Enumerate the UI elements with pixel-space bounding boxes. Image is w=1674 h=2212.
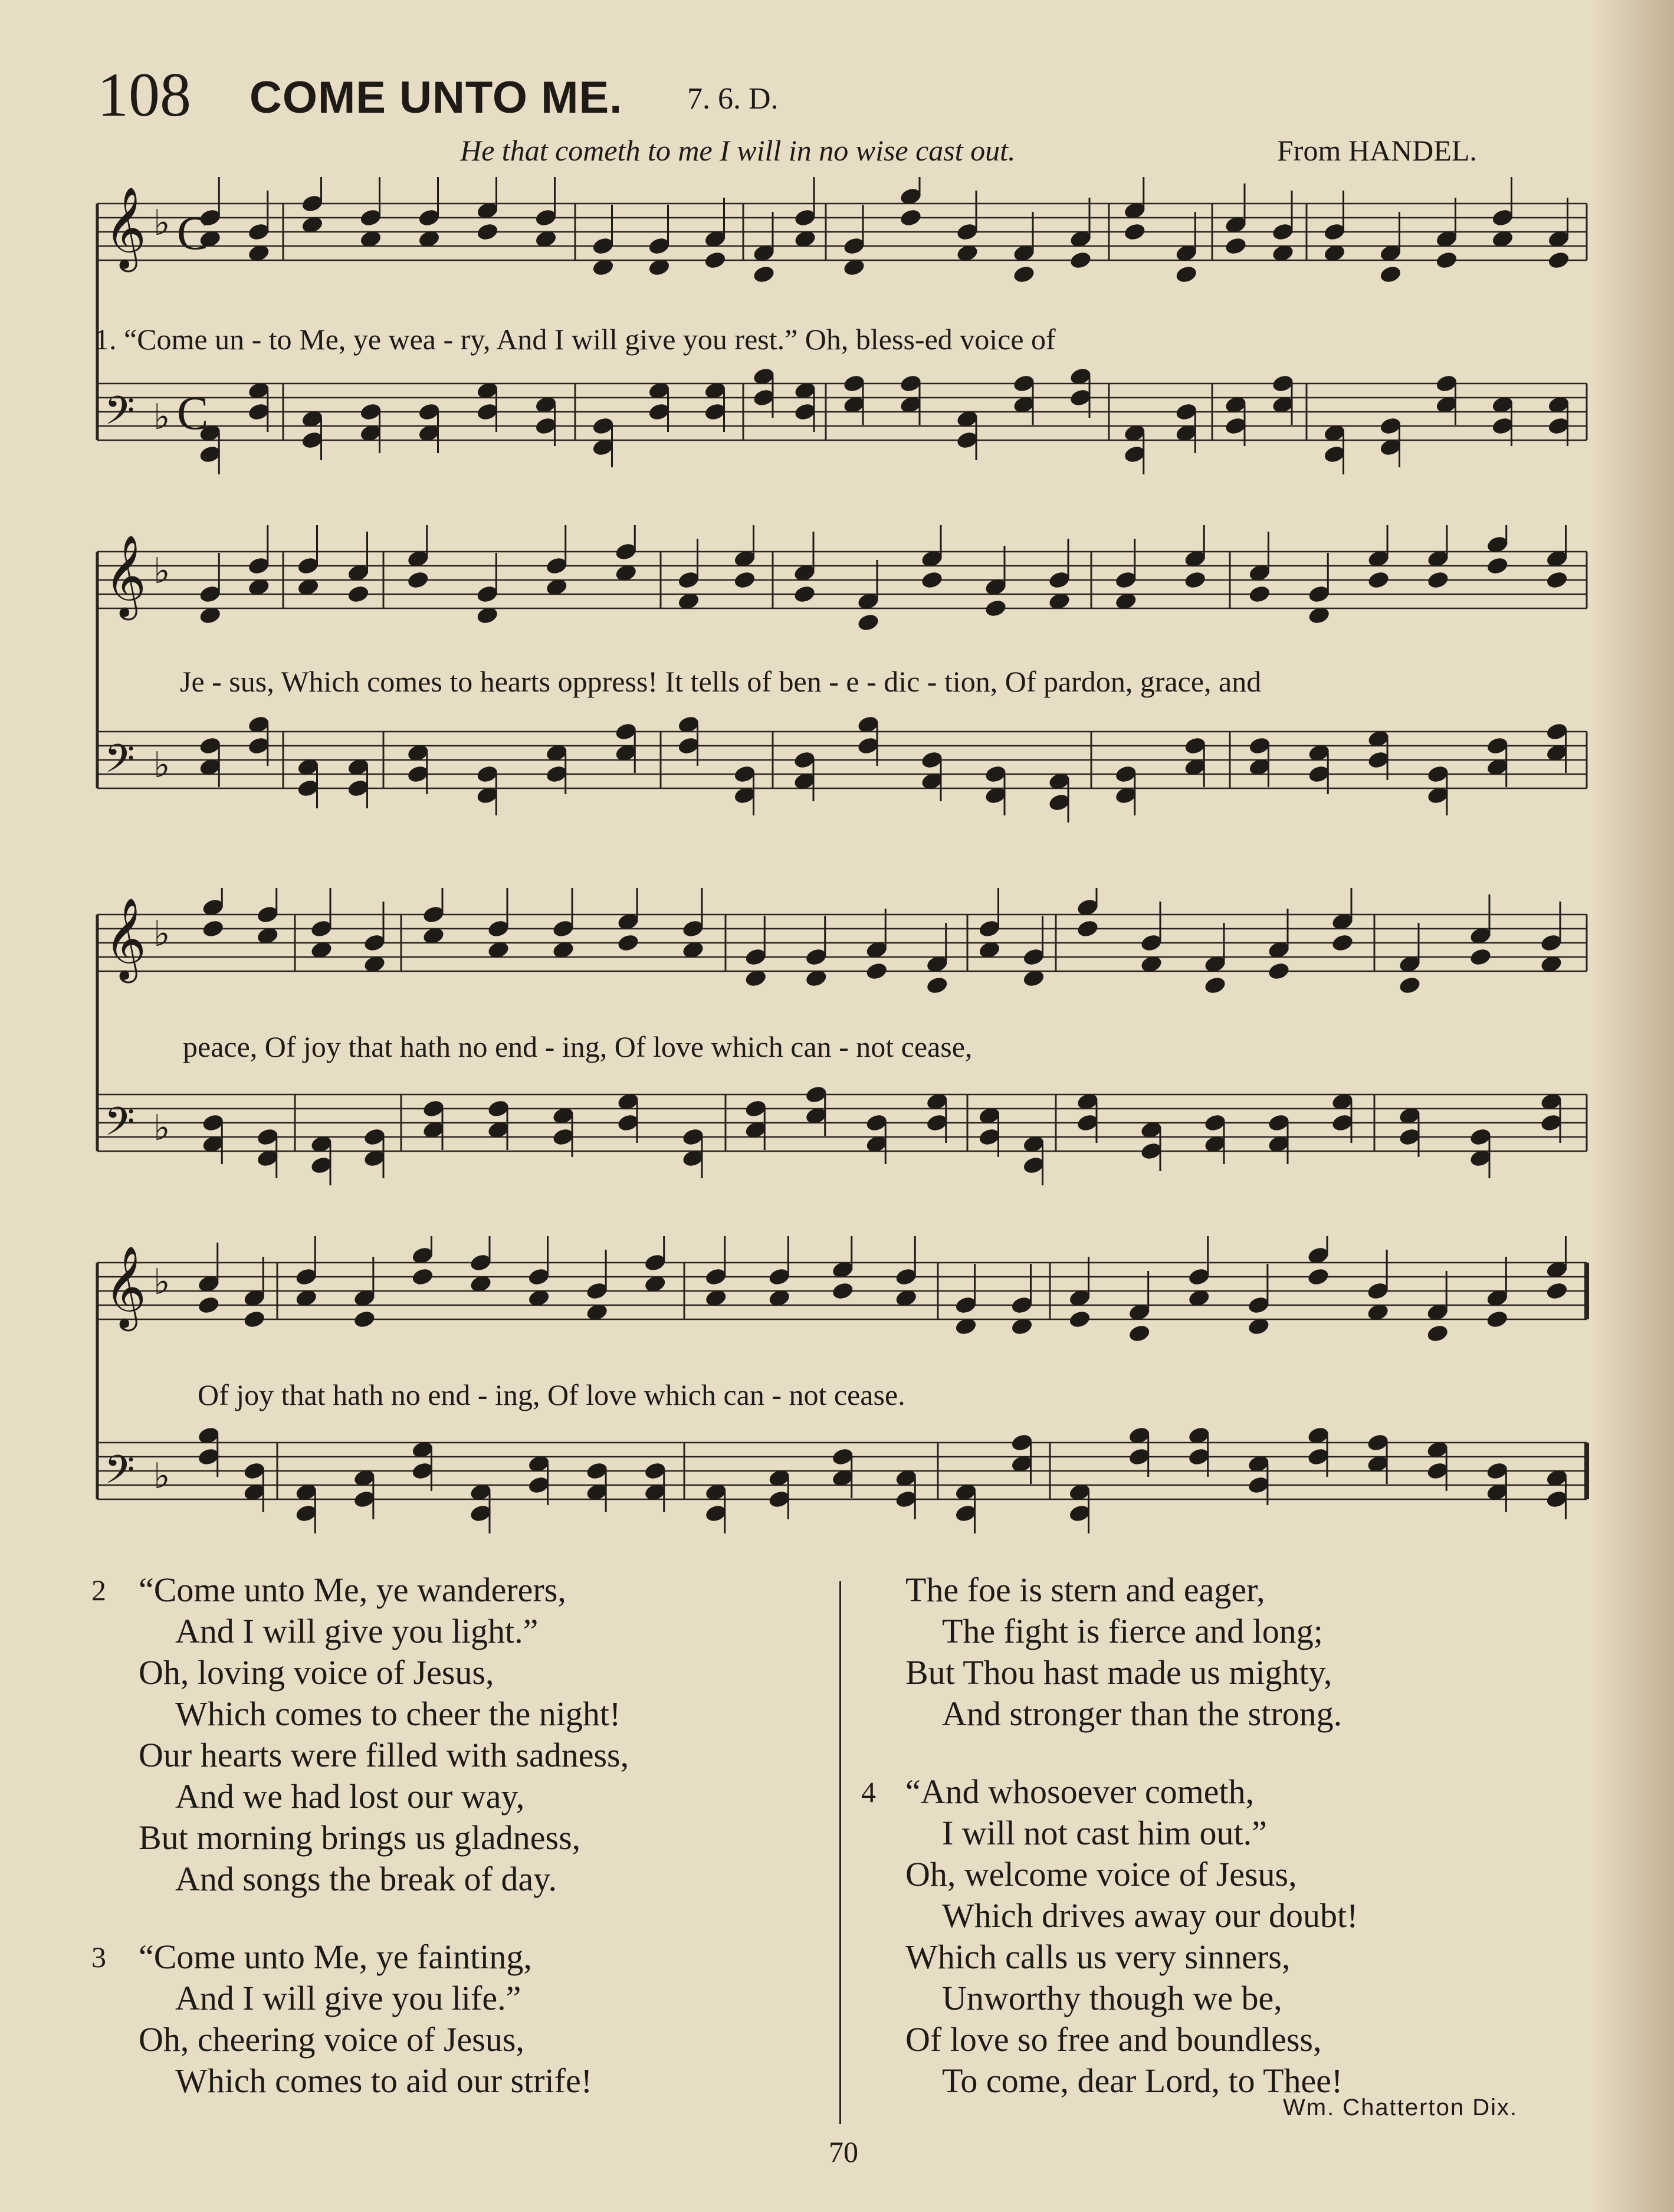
verses-right-column bbox=[861, 1569, 1358, 2138]
note-head bbox=[752, 264, 776, 284]
verse-line: Which comes to cheer the night! bbox=[175, 1695, 621, 1733]
verse-line: Of love so free and boundless, bbox=[905, 2020, 1322, 2059]
note-head bbox=[703, 250, 727, 270]
note-head bbox=[1267, 961, 1291, 981]
composer-credit: From HANDEL. bbox=[1277, 134, 1477, 167]
verse-number: 4 bbox=[861, 1775, 876, 1808]
verse-line: Which comes to aid our strife! bbox=[175, 2062, 593, 2100]
note-head bbox=[793, 584, 816, 604]
key-signature-flat: ♭ bbox=[153, 744, 170, 786]
note-head bbox=[1331, 933, 1354, 953]
verse-line: Our hearts were filled with sadness, bbox=[139, 1736, 629, 1774]
verses-left-column bbox=[91, 1569, 629, 2138]
time-signature: C bbox=[177, 387, 209, 440]
treble-clef: 𝄞 bbox=[104, 535, 146, 617]
note-head bbox=[925, 975, 949, 995]
note-head bbox=[1486, 556, 1509, 576]
verse bbox=[91, 1936, 629, 2102]
note-head bbox=[353, 1309, 376, 1329]
verse-line: But morning brings us gladness, bbox=[139, 1818, 581, 1857]
author-credit: Wm. Chatterton Dix. bbox=[1283, 2095, 1518, 2121]
note-head bbox=[1545, 1281, 1568, 1301]
verse-line: The fight is fierce and long; bbox=[942, 1612, 1323, 1650]
key-signature-flat: ♭ bbox=[153, 1261, 170, 1303]
verse-line: “Come unto Me, ye fainting, bbox=[139, 1938, 532, 1976]
note-head bbox=[475, 222, 499, 242]
key-signature-flat: ♭ bbox=[153, 913, 170, 955]
scripture-epigraph: He that cometh to me I will in no wise cast out. bbox=[460, 134, 1016, 167]
verse bbox=[91, 1569, 629, 1900]
note-head bbox=[1128, 1323, 1151, 1343]
note-head bbox=[1012, 264, 1036, 284]
verse-line: Oh, cheering voice of Jesus, bbox=[139, 2020, 524, 2059]
lyric-line: 1. “Come un - to Me, ye wea - ry, And I will give you rest.” Oh, bless-ed voice of bbox=[94, 323, 1056, 356]
note-head bbox=[733, 570, 756, 590]
note-head bbox=[1076, 919, 1099, 939]
lyric-line: Of joy that hath no end - ing, Of love which can - not cease. bbox=[198, 1378, 905, 1411]
note-head bbox=[1183, 570, 1207, 590]
time-signature: C bbox=[177, 207, 209, 260]
note-head bbox=[616, 933, 640, 953]
verse-line: “And whosoever cometh, bbox=[905, 1772, 1255, 1811]
note-head bbox=[1426, 1323, 1449, 1343]
verse-line: And I will give you light.” bbox=[175, 1612, 539, 1650]
verse bbox=[861, 1771, 1358, 2102]
verse-line: I will not cast him out.” bbox=[942, 1814, 1267, 1852]
note-head bbox=[1398, 975, 1422, 995]
note-head bbox=[346, 584, 370, 604]
note-head bbox=[1435, 250, 1458, 270]
treble-clef: 𝄞 bbox=[104, 1246, 146, 1328]
note-head bbox=[1203, 975, 1227, 995]
bass-clef: 𝄢 bbox=[104, 388, 135, 443]
bass-clef: 𝄢 bbox=[104, 1099, 135, 1154]
bass-clef: 𝄢 bbox=[104, 1447, 135, 1502]
note-head bbox=[1069, 250, 1092, 270]
note-head bbox=[1174, 264, 1198, 284]
note-head bbox=[1378, 264, 1402, 284]
note-head bbox=[1426, 570, 1450, 590]
note-head bbox=[856, 612, 880, 633]
verse-line: To come, dear Lord, to Thee! bbox=[942, 2062, 1343, 2100]
note-head bbox=[1123, 222, 1147, 242]
note-head bbox=[1307, 1267, 1330, 1287]
note-head bbox=[1248, 584, 1271, 604]
note-head bbox=[1224, 236, 1248, 256]
verse-line: The foe is stern and eager, bbox=[905, 1571, 1265, 1609]
verse-line: And songs the break of day. bbox=[175, 1860, 557, 1898]
hymn-number: 108 bbox=[97, 60, 191, 129]
note-head bbox=[831, 1281, 855, 1301]
note-head bbox=[1547, 250, 1570, 270]
verse-line: Oh, welcome voice of Jesus, bbox=[905, 1855, 1297, 1893]
note-head bbox=[201, 919, 225, 939]
bass-clef: 𝄢 bbox=[104, 736, 135, 791]
verse-line: And stronger than the strong. bbox=[942, 1695, 1343, 1733]
hymn-title: COME UNTO ME. bbox=[250, 73, 623, 123]
verse-line: But Thou hast made us mighty, bbox=[905, 1653, 1332, 1692]
key-signature-flat: ♭ bbox=[153, 1107, 170, 1149]
key-signature-flat: ♭ bbox=[153, 202, 170, 244]
note-head bbox=[242, 1309, 266, 1329]
lyric-line: Je - sus, Which comes to hearts oppress! It tells of ben - e - dic - tion, Of pardon, grace, and bbox=[180, 665, 1262, 698]
note-head bbox=[411, 1267, 434, 1287]
note-head bbox=[1068, 1309, 1091, 1329]
note-head bbox=[899, 208, 923, 228]
key-signature-flat: ♭ bbox=[153, 396, 170, 438]
key-signature-flat: ♭ bbox=[153, 1455, 170, 1497]
verse-line: Oh, loving voice of Jesus, bbox=[139, 1653, 494, 1692]
treble-clef: 𝄞 bbox=[104, 186, 146, 269]
column-divider bbox=[839, 1581, 841, 2124]
note-head bbox=[1485, 1309, 1509, 1329]
verse-number: 3 bbox=[91, 1941, 106, 1974]
note-head bbox=[197, 1295, 221, 1315]
note-head bbox=[1545, 570, 1569, 590]
verse-line: Which drives away our doubt! bbox=[942, 1896, 1358, 1935]
key-signature-flat: ♭ bbox=[153, 550, 170, 592]
verse-continuation bbox=[905, 1569, 1358, 1735]
note-head bbox=[920, 570, 944, 590]
note-head bbox=[406, 570, 430, 590]
verse-line: Which calls us very sinners, bbox=[905, 1938, 1291, 1976]
treble-clef: 𝄞 bbox=[104, 897, 146, 980]
note-head bbox=[1367, 570, 1390, 590]
verse-number: 2 bbox=[91, 1574, 106, 1607]
note-head bbox=[1469, 947, 1492, 967]
note-head bbox=[865, 961, 888, 981]
hymn-meter: 7. 6. D. bbox=[687, 82, 779, 116]
lyric-line: peace, Of joy that hath no end - ing, Of love which can - not cease, bbox=[183, 1030, 973, 1063]
note-head bbox=[984, 598, 1007, 618]
verse-line: And we had lost our way, bbox=[175, 1777, 525, 1816]
page-number: 70 bbox=[829, 2135, 858, 2168]
verse-line: “Come unto Me, ye wanderers, bbox=[139, 1571, 566, 1609]
verse-line: And I will give you life.” bbox=[175, 1979, 521, 2017]
verse-line: Unworthy though we be, bbox=[942, 1979, 1282, 2017]
